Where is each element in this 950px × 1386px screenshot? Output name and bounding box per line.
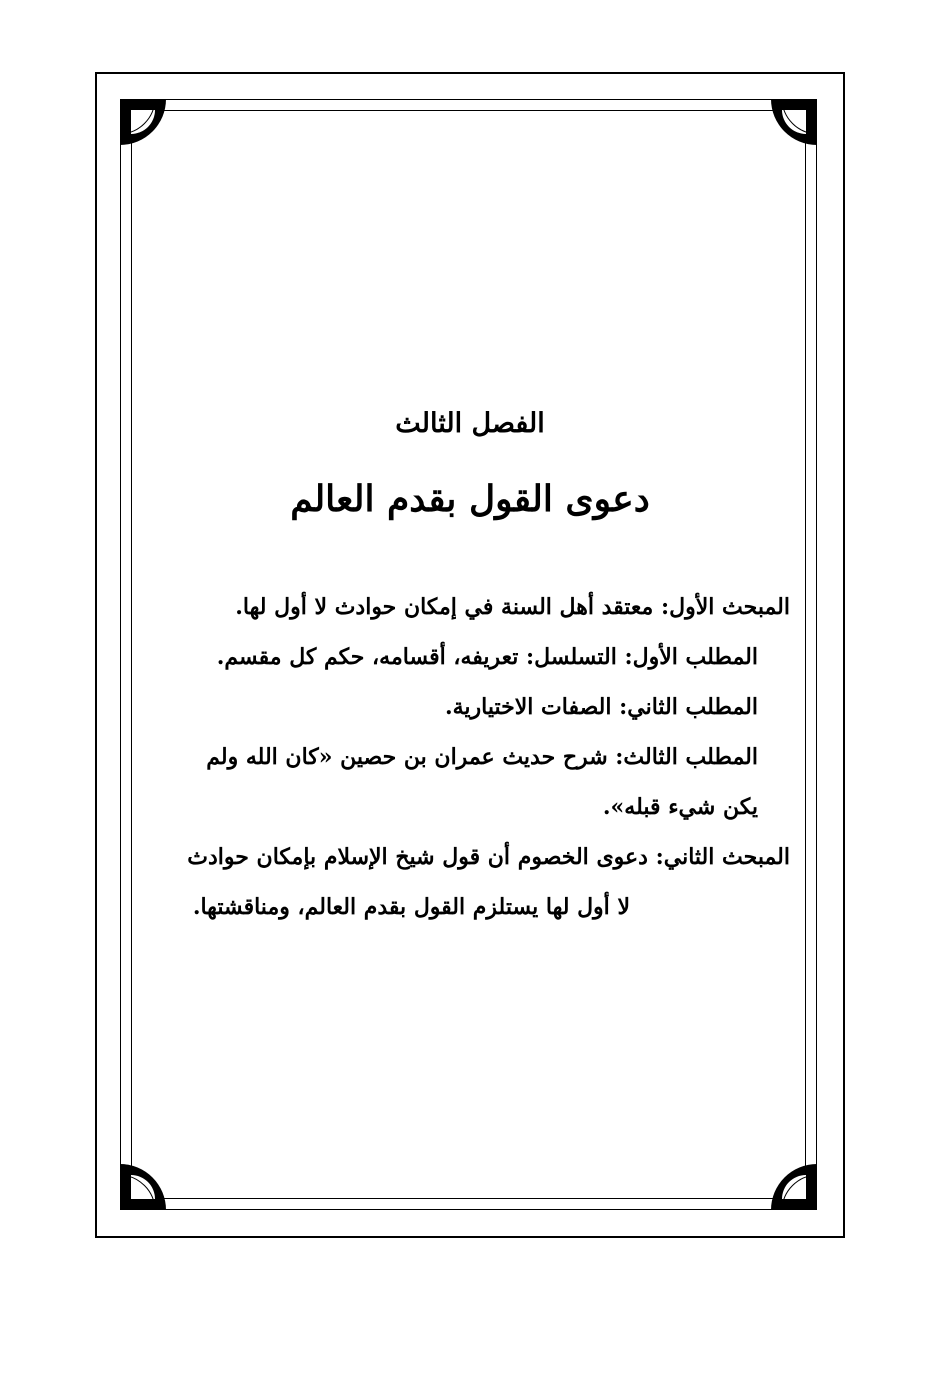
corner-ornament-top-right	[771, 99, 817, 145]
corner-ornament-bottom-right	[771, 1164, 817, 1210]
toc-subsection-3-line-2: يكن شيء قبله».	[602, 794, 758, 820]
toc-subsection-1-line-1: المطلب الأول: التسلسل: تعريفه، أقسامه، حكم كل مقسم.	[216, 644, 758, 670]
chapter-label: الفصل الثالث	[395, 408, 545, 439]
corner-ornament-bottom-left	[120, 1164, 166, 1210]
toc-section-2-line-2: لا أول لها يستلزم القول بقدم العالم، ومناقشتها.	[192, 894, 630, 920]
corner-ornament-top-left	[120, 99, 166, 145]
toc-subsection-2-line-1: المطلب الثاني: الصفات الاختيارية.	[444, 694, 758, 720]
toc-section-1-line-1: المبحث الأول: معتقد أهل السنة في إمكان حوادث لا أول لها.	[235, 594, 790, 620]
toc-subsection-3-line-1: المطلب الثالث: شرح حديث عمران بن حصين «كان الله ولم	[206, 744, 758, 770]
chapter-title: دعوى القول بقدم العالم	[290, 478, 650, 520]
toc-section-2-line-1: المبحث الثاني: دعوى الخصوم أن قول شيخ الإسلام بإمكان حوادث	[187, 844, 790, 870]
